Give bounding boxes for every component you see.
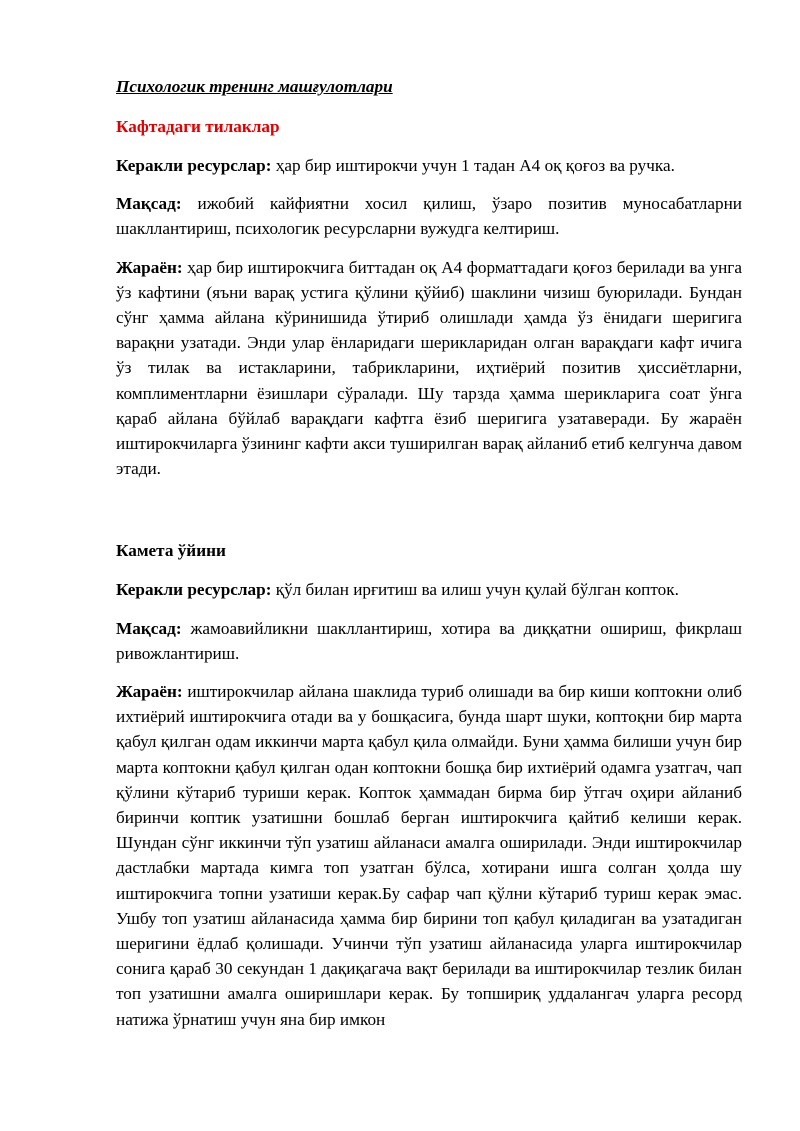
resources-label: Керакли ресурслар: [116, 580, 272, 600]
section-kameta-oyini [116, 538, 742, 1031]
process-paragraph [116, 255, 742, 482]
resources-paragraph [116, 153, 742, 178]
process-label: Жараён: [116, 257, 183, 277]
process-text: иштирокчилар айлана шаклида туриб олишади ва бир киши коптокни олиб ихтиёрий иштирокчига отади ва у бошқасига, бунда шарт шуки, коптоқни бир марта қабул қилган одам иккинчи марта қабул қила олмайди. Буни ҳамма билиши учун бир марта коптокни қабул қилган одан коптокни бошқа бир ихтиёрий одамга узатгач, чап қўлини кўтариб туриши керак. Копток ҳаммадан бирма бир ўтгач оҳири айланиб биринчи коптик узатишни бошлаб берган иштирокчига қайтиб келиши керак. Шундан сўнг иккинчи тўп узатиш айланаси амалга оширилади. Энди иштирокчилар дастлабки мартада кимга топ узатган бўлса, хотирани ишга солган ҳолда шу иштирокчига топни узатиши керак.Бу сафар чап қўлни кўтариб туриш керак эмас. Ушбу топ узатиш айланасида ҳамма бир бирини топ қабул қиладиган ва узатадиган шеригини ёдлаб қолишади. Учинчи тўп узатиш айланасида уларга иштирокчилар сонига қараб 30 секундан 1 дақиқагача вақт берилади ва иштирокчилар тезлик билан топ узатишни амалга оширишлари керак. Бу топшириқ уддалангач уларга ресорд натижа ўрнатиш учун яна бир имкон [116, 682, 742, 1029]
process-paragraph [116, 679, 742, 1032]
resources-label: Керакли ресурслар: [116, 156, 272, 175]
goal-label: Мақсад: [116, 194, 182, 214]
resources-paragraph [116, 577, 742, 602]
process-label: Жараён: [116, 682, 183, 702]
document-title: Психологик тренинг машғулотлари [116, 77, 393, 96]
section-title: Кафтадаги тилаклар [116, 117, 280, 136]
section-spacer [116, 494, 742, 538]
resources-text: ҳар бир иштирокчи учун 1 тадан А4 оқ қоғоз ва ручка. [271, 156, 675, 175]
resources-text: қўл билан ирғитиш ва илиш учун қулай бўлган копток. [271, 580, 679, 600]
goal-label: Мақсад: [116, 618, 182, 638]
process-text: ҳар бир иштирокчига биттадан оқ А4 форматтадаги қоғоз берилади ва унга ўз кафтини (яъни варақ устига қўлини қўйиб) шаклини чизиш буюрилади. Бундан сўнг ҳамма айлана кўринишида ўтириб олишлади ҳамда ўз ёнидаги шеригига варақни узатади. Энди улар ёнларидаги шерикларидан олган варақдаги кафт ичига ўз тилак ва истакларини, табрикларини, иҳтиёрий позитив ҳиссиётларни, комплиментларни ёзишлари сўралади. Шу тарзда ҳамма шерикларига соат ўнга қараб айлана бўйлаб варақдаги кафтга ёзиб шеригига узатаверади. Бу жараён иштирокчиларга ўзининг кафти акси туширилган варақ айланиб етиб келгунча давом этади. [116, 257, 742, 479]
section-title: Камета ўйини [116, 541, 226, 561]
document-page [116, 74, 742, 1045]
goal-text: ижобий кайфиятни хосил қилиш, ўзаро позитив муносабатларни шакллантириш, психологик ресурсларни вужудга келтириш. [116, 194, 742, 239]
section-kaftadagi-tilaklar [116, 114, 742, 481]
goal-paragraph [116, 191, 742, 241]
goal-paragraph [116, 616, 742, 666]
goal-text: жамоавийликни шакллантириш, хотира ва диққатни ошириш, фикрлаш ривожлантириш. [116, 618, 742, 663]
